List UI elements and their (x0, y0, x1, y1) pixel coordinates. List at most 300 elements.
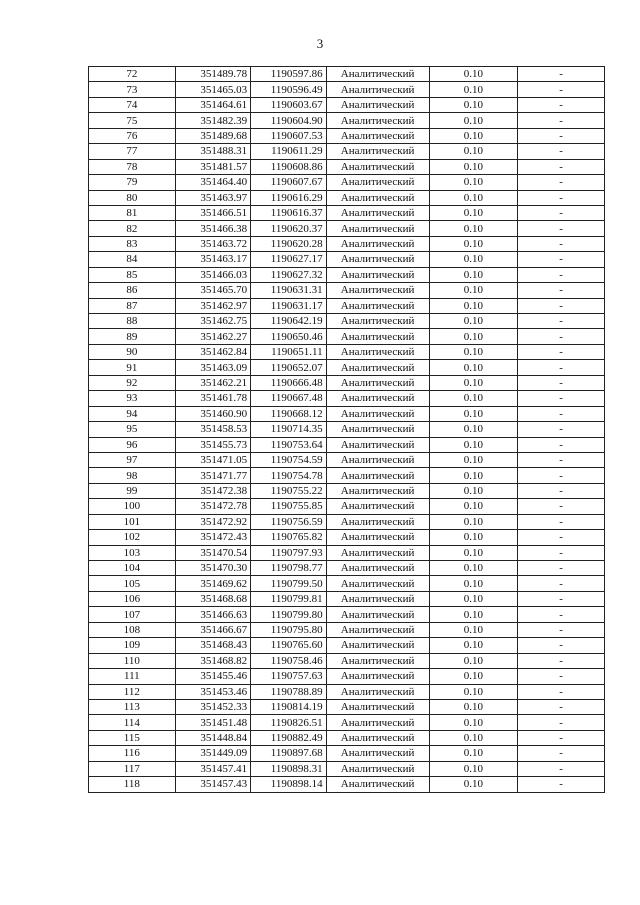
accuracy-cell: 0.10 (429, 252, 518, 267)
point-number-cell: 81 (89, 205, 176, 220)
point-number-cell: 91 (89, 360, 176, 375)
accuracy-cell: 0.10 (429, 483, 518, 498)
y-coordinate-cell: 1190631.31 (251, 283, 326, 298)
method-cell: Аналитический (326, 97, 429, 112)
method-cell: Аналитический (326, 437, 429, 452)
point-number-cell: 77 (89, 144, 176, 159)
accuracy-cell: 0.10 (429, 746, 518, 761)
accuracy-cell: 0.10 (429, 591, 518, 606)
table-row (89, 730, 605, 745)
y-coordinate-cell: 1190627.17 (251, 252, 326, 267)
table-row (89, 499, 605, 514)
note-cell: - (518, 715, 605, 730)
method-cell: Аналитический (326, 746, 429, 761)
table-row (89, 530, 605, 545)
method-cell: Аналитический (326, 159, 429, 174)
point-number-cell: 111 (89, 669, 176, 684)
point-number-cell: 93 (89, 391, 176, 406)
note-cell: - (518, 205, 605, 220)
accuracy-cell: 0.10 (429, 314, 518, 329)
method-cell: Аналитический (326, 82, 429, 97)
note-cell: - (518, 622, 605, 637)
note-cell: - (518, 499, 605, 514)
note-cell: - (518, 653, 605, 668)
y-coordinate-cell: 1190799.80 (251, 607, 326, 622)
y-coordinate-cell: 1190652.07 (251, 360, 326, 375)
method-cell: Аналитический (326, 715, 429, 730)
point-number-cell: 107 (89, 607, 176, 622)
accuracy-cell: 0.10 (429, 113, 518, 128)
method-cell: Аналитический (326, 314, 429, 329)
point-number-cell: 78 (89, 159, 176, 174)
method-cell: Аналитический (326, 730, 429, 745)
accuracy-cell: 0.10 (429, 437, 518, 452)
table-row (89, 684, 605, 699)
note-cell: - (518, 128, 605, 143)
method-cell: Аналитический (326, 545, 429, 560)
table-row (89, 67, 605, 82)
point-number-cell: 99 (89, 483, 176, 498)
y-coordinate-cell: 1190607.53 (251, 128, 326, 143)
point-number-cell: 95 (89, 422, 176, 437)
accuracy-cell: 0.10 (429, 236, 518, 251)
x-coordinate-cell: 351458.53 (175, 422, 250, 437)
table-row (89, 653, 605, 668)
accuracy-cell: 0.10 (429, 298, 518, 313)
x-coordinate-cell: 351470.30 (175, 561, 250, 576)
table-row (89, 267, 605, 282)
y-coordinate-cell: 1190603.67 (251, 97, 326, 112)
note-cell: - (518, 638, 605, 653)
x-coordinate-cell: 351466.03 (175, 267, 250, 282)
method-cell: Аналитический (326, 236, 429, 251)
table-row (89, 128, 605, 143)
y-coordinate-cell: 1190604.90 (251, 113, 326, 128)
accuracy-cell: 0.10 (429, 144, 518, 159)
x-coordinate-cell: 351471.05 (175, 452, 250, 467)
point-number-cell: 114 (89, 715, 176, 730)
accuracy-cell: 0.10 (429, 576, 518, 591)
note-cell: - (518, 221, 605, 236)
y-coordinate-cell: 1190788.89 (251, 684, 326, 699)
note-cell: - (518, 391, 605, 406)
table-row (89, 298, 605, 313)
note-cell: - (518, 113, 605, 128)
method-cell: Аналитический (326, 267, 429, 282)
y-coordinate-cell: 1190631.17 (251, 298, 326, 313)
y-coordinate-cell: 1190814.19 (251, 699, 326, 714)
table-row (89, 561, 605, 576)
note-cell: - (518, 468, 605, 483)
note-cell: - (518, 344, 605, 359)
table-row (89, 97, 605, 112)
x-coordinate-cell: 351472.38 (175, 483, 250, 498)
point-number-cell: 101 (89, 514, 176, 529)
y-coordinate-cell: 1190611.29 (251, 144, 326, 159)
point-number-cell: 110 (89, 653, 176, 668)
method-cell: Аналитический (326, 360, 429, 375)
accuracy-cell: 0.10 (429, 715, 518, 730)
y-coordinate-cell: 1190826.51 (251, 715, 326, 730)
note-cell: - (518, 669, 605, 684)
y-coordinate-cell: 1190756.59 (251, 514, 326, 529)
x-coordinate-cell: 351488.31 (175, 144, 250, 159)
y-coordinate-cell: 1190797.93 (251, 545, 326, 560)
x-coordinate-cell: 351470.54 (175, 545, 250, 560)
x-coordinate-cell: 351455.46 (175, 669, 250, 684)
note-cell: - (518, 576, 605, 591)
x-coordinate-cell: 351463.97 (175, 190, 250, 205)
method-cell: Аналитический (326, 699, 429, 714)
point-number-cell: 88 (89, 314, 176, 329)
accuracy-cell: 0.10 (429, 67, 518, 82)
table-row (89, 761, 605, 776)
note-cell: - (518, 483, 605, 498)
x-coordinate-cell: 351461.78 (175, 391, 250, 406)
x-coordinate-cell: 351466.63 (175, 607, 250, 622)
method-cell: Аналитический (326, 483, 429, 498)
table-row (89, 406, 605, 421)
point-number-cell: 72 (89, 67, 176, 82)
table-row (89, 483, 605, 498)
accuracy-cell: 0.10 (429, 360, 518, 375)
y-coordinate-cell: 1190597.86 (251, 67, 326, 82)
table-row (89, 669, 605, 684)
accuracy-cell: 0.10 (429, 684, 518, 699)
table-row (89, 113, 605, 128)
method-cell: Аналитический (326, 622, 429, 637)
y-coordinate-cell: 1190627.32 (251, 267, 326, 282)
accuracy-cell: 0.10 (429, 730, 518, 745)
note-cell: - (518, 761, 605, 776)
note-cell: - (518, 561, 605, 576)
point-number-cell: 84 (89, 252, 176, 267)
table-row (89, 591, 605, 606)
x-coordinate-cell: 351455.73 (175, 437, 250, 452)
x-coordinate-cell: 351464.40 (175, 175, 250, 190)
accuracy-cell: 0.10 (429, 607, 518, 622)
note-cell: - (518, 452, 605, 467)
y-coordinate-cell: 1190650.46 (251, 329, 326, 344)
note-cell: - (518, 746, 605, 761)
x-coordinate-cell: 351463.17 (175, 252, 250, 267)
accuracy-cell: 0.10 (429, 545, 518, 560)
point-number-cell: 112 (89, 684, 176, 699)
x-coordinate-cell: 351472.43 (175, 530, 250, 545)
note-cell: - (518, 236, 605, 251)
y-coordinate-cell: 1190608.86 (251, 159, 326, 174)
y-coordinate-cell: 1190898.31 (251, 761, 326, 776)
y-coordinate-cell: 1190765.60 (251, 638, 326, 653)
x-coordinate-cell: 351452.33 (175, 699, 250, 714)
x-coordinate-cell: 351464.61 (175, 97, 250, 112)
method-cell: Аналитический (326, 761, 429, 776)
point-number-cell: 75 (89, 113, 176, 128)
table-row (89, 159, 605, 174)
accuracy-cell: 0.10 (429, 159, 518, 174)
x-coordinate-cell: 351465.03 (175, 82, 250, 97)
note-cell: - (518, 190, 605, 205)
point-number-cell: 87 (89, 298, 176, 313)
point-number-cell: 89 (89, 329, 176, 344)
point-number-cell: 104 (89, 561, 176, 576)
accuracy-cell: 0.10 (429, 514, 518, 529)
method-cell: Аналитический (326, 591, 429, 606)
table-row (89, 329, 605, 344)
accuracy-cell: 0.10 (429, 221, 518, 236)
y-coordinate-cell: 1190651.11 (251, 344, 326, 359)
accuracy-cell: 0.10 (429, 128, 518, 143)
x-coordinate-cell: 351466.51 (175, 205, 250, 220)
x-coordinate-cell: 351465.70 (175, 283, 250, 298)
table-row (89, 545, 605, 560)
method-cell: Аналитический (326, 468, 429, 483)
accuracy-cell: 0.10 (429, 669, 518, 684)
note-cell: - (518, 267, 605, 282)
x-coordinate-cell: 351468.68 (175, 591, 250, 606)
method-cell: Аналитический (326, 653, 429, 668)
method-cell: Аналитический (326, 144, 429, 159)
table-row (89, 344, 605, 359)
point-number-cell: 113 (89, 699, 176, 714)
method-cell: Аналитический (326, 561, 429, 576)
accuracy-cell: 0.10 (429, 699, 518, 714)
table-row (89, 514, 605, 529)
y-coordinate-cell: 1190758.46 (251, 653, 326, 668)
point-number-cell: 85 (89, 267, 176, 282)
y-coordinate-cell: 1190667.48 (251, 391, 326, 406)
accuracy-cell: 0.10 (429, 422, 518, 437)
x-coordinate-cell: 351462.75 (175, 314, 250, 329)
point-number-cell: 106 (89, 591, 176, 606)
accuracy-cell: 0.10 (429, 190, 518, 205)
y-coordinate-cell: 1190765.82 (251, 530, 326, 545)
y-coordinate-cell: 1190668.12 (251, 406, 326, 421)
point-number-cell: 79 (89, 175, 176, 190)
x-coordinate-cell: 351462.21 (175, 375, 250, 390)
table-row (89, 777, 605, 792)
x-coordinate-cell: 351469.62 (175, 576, 250, 591)
accuracy-cell: 0.10 (429, 622, 518, 637)
note-cell: - (518, 607, 605, 622)
note-cell: - (518, 437, 605, 452)
table-row (89, 699, 605, 714)
point-number-cell: 97 (89, 452, 176, 467)
y-coordinate-cell: 1190607.67 (251, 175, 326, 190)
x-coordinate-cell: 351489.78 (175, 67, 250, 82)
y-coordinate-cell: 1190882.49 (251, 730, 326, 745)
x-coordinate-cell: 351468.82 (175, 653, 250, 668)
y-coordinate-cell: 1190620.28 (251, 236, 326, 251)
table-row (89, 576, 605, 591)
y-coordinate-cell: 1190714.35 (251, 422, 326, 437)
accuracy-cell: 0.10 (429, 777, 518, 792)
method-cell: Аналитический (326, 777, 429, 792)
accuracy-cell: 0.10 (429, 283, 518, 298)
y-coordinate-cell: 1190666.48 (251, 375, 326, 390)
x-coordinate-cell: 351462.97 (175, 298, 250, 313)
table-row (89, 190, 605, 205)
note-cell: - (518, 67, 605, 82)
x-coordinate-cell: 351489.68 (175, 128, 250, 143)
note-cell: - (518, 545, 605, 560)
accuracy-cell: 0.10 (429, 375, 518, 390)
table-row (89, 360, 605, 375)
method-cell: Аналитический (326, 514, 429, 529)
table-row (89, 715, 605, 730)
note-cell: - (518, 298, 605, 313)
accuracy-cell: 0.10 (429, 82, 518, 97)
x-coordinate-cell: 351472.92 (175, 514, 250, 529)
x-coordinate-cell: 351457.43 (175, 777, 250, 792)
accuracy-cell: 0.10 (429, 406, 518, 421)
x-coordinate-cell: 351471.77 (175, 468, 250, 483)
x-coordinate-cell: 351463.09 (175, 360, 250, 375)
note-cell: - (518, 514, 605, 529)
table-row (89, 314, 605, 329)
table-row (89, 82, 605, 97)
x-coordinate-cell: 351482.39 (175, 113, 250, 128)
accuracy-cell: 0.10 (429, 267, 518, 282)
method-cell: Аналитический (326, 576, 429, 591)
method-cell: Аналитический (326, 684, 429, 699)
point-number-cell: 116 (89, 746, 176, 761)
accuracy-cell: 0.10 (429, 97, 518, 112)
method-cell: Аналитический (326, 607, 429, 622)
y-coordinate-cell: 1190755.22 (251, 483, 326, 498)
y-coordinate-cell: 1190897.68 (251, 746, 326, 761)
point-number-cell: 73 (89, 82, 176, 97)
page-number: 3 (316, 36, 324, 51)
point-number-cell: 102 (89, 530, 176, 545)
note-cell: - (518, 375, 605, 390)
table-row (89, 437, 605, 452)
x-coordinate-cell: 351453.46 (175, 684, 250, 699)
note-cell: - (518, 82, 605, 97)
table-row (89, 375, 605, 390)
method-cell: Аналитический (326, 669, 429, 684)
method-cell: Аналитический (326, 221, 429, 236)
y-coordinate-cell: 1190755.85 (251, 499, 326, 514)
x-coordinate-cell: 351448.84 (175, 730, 250, 745)
y-coordinate-cell: 1190642.19 (251, 314, 326, 329)
y-coordinate-cell: 1190620.37 (251, 221, 326, 236)
method-cell: Аналитический (326, 190, 429, 205)
y-coordinate-cell: 1190616.29 (251, 190, 326, 205)
table-row (89, 221, 605, 236)
note-cell: - (518, 591, 605, 606)
x-coordinate-cell: 351451.48 (175, 715, 250, 730)
note-cell: - (518, 530, 605, 545)
table-row (89, 622, 605, 637)
note-cell: - (518, 252, 605, 267)
note-cell: - (518, 314, 605, 329)
method-cell: Аналитический (326, 406, 429, 421)
x-coordinate-cell: 351468.43 (175, 638, 250, 653)
accuracy-cell: 0.10 (429, 653, 518, 668)
method-cell: Аналитический (326, 329, 429, 344)
point-number-cell: 100 (89, 499, 176, 514)
method-cell: Аналитический (326, 530, 429, 545)
note-cell: - (518, 406, 605, 421)
accuracy-cell: 0.10 (429, 391, 518, 406)
note-cell: - (518, 360, 605, 375)
point-number-cell: 83 (89, 236, 176, 251)
note-cell: - (518, 422, 605, 437)
method-cell: Аналитический (326, 175, 429, 190)
y-coordinate-cell: 1190799.50 (251, 576, 326, 591)
table-row (89, 452, 605, 467)
table-row (89, 252, 605, 267)
point-number-cell: 92 (89, 375, 176, 390)
point-number-cell: 118 (89, 777, 176, 792)
method-cell: Аналитический (326, 205, 429, 220)
note-cell: - (518, 283, 605, 298)
note-cell: - (518, 684, 605, 699)
point-number-cell: 86 (89, 283, 176, 298)
table-row (89, 283, 605, 298)
method-cell: Аналитический (326, 252, 429, 267)
method-cell: Аналитический (326, 298, 429, 313)
y-coordinate-cell: 1190795.80 (251, 622, 326, 637)
y-coordinate-cell: 1190798.77 (251, 561, 326, 576)
method-cell: Аналитический (326, 67, 429, 82)
note-cell: - (518, 159, 605, 174)
accuracy-cell: 0.10 (429, 499, 518, 514)
note-cell: - (518, 730, 605, 745)
accuracy-cell: 0.10 (429, 344, 518, 359)
point-number-cell: 74 (89, 97, 176, 112)
table-row (89, 607, 605, 622)
table-row (89, 144, 605, 159)
method-cell: Аналитический (326, 452, 429, 467)
table-row (89, 638, 605, 653)
note-cell: - (518, 777, 605, 792)
y-coordinate-cell: 1190799.81 (251, 591, 326, 606)
point-number-cell: 117 (89, 761, 176, 776)
note-cell: - (518, 97, 605, 112)
x-coordinate-cell: 351472.78 (175, 499, 250, 514)
x-coordinate-cell: 351463.72 (175, 236, 250, 251)
y-coordinate-cell: 1190616.37 (251, 205, 326, 220)
note-cell: - (518, 329, 605, 344)
table-row (89, 468, 605, 483)
method-cell: Аналитический (326, 422, 429, 437)
accuracy-cell: 0.10 (429, 530, 518, 545)
point-number-cell: 80 (89, 190, 176, 205)
accuracy-cell: 0.10 (429, 761, 518, 776)
x-coordinate-cell: 351449.09 (175, 746, 250, 761)
x-coordinate-cell: 351460.90 (175, 406, 250, 421)
method-cell: Аналитический (326, 113, 429, 128)
x-coordinate-cell: 351462.84 (175, 344, 250, 359)
y-coordinate-cell: 1190754.78 (251, 468, 326, 483)
table-row (89, 175, 605, 190)
table-row (89, 746, 605, 761)
point-number-cell: 94 (89, 406, 176, 421)
accuracy-cell: 0.10 (429, 638, 518, 653)
x-coordinate-cell: 351481.57 (175, 159, 250, 174)
table-row (89, 422, 605, 437)
method-cell: Аналитический (326, 128, 429, 143)
accuracy-cell: 0.10 (429, 205, 518, 220)
y-coordinate-cell: 1190753.64 (251, 437, 326, 452)
point-number-cell: 96 (89, 437, 176, 452)
accuracy-cell: 0.10 (429, 468, 518, 483)
x-coordinate-cell: 351466.38 (175, 221, 250, 236)
accuracy-cell: 0.10 (429, 329, 518, 344)
method-cell: Аналитический (326, 638, 429, 653)
